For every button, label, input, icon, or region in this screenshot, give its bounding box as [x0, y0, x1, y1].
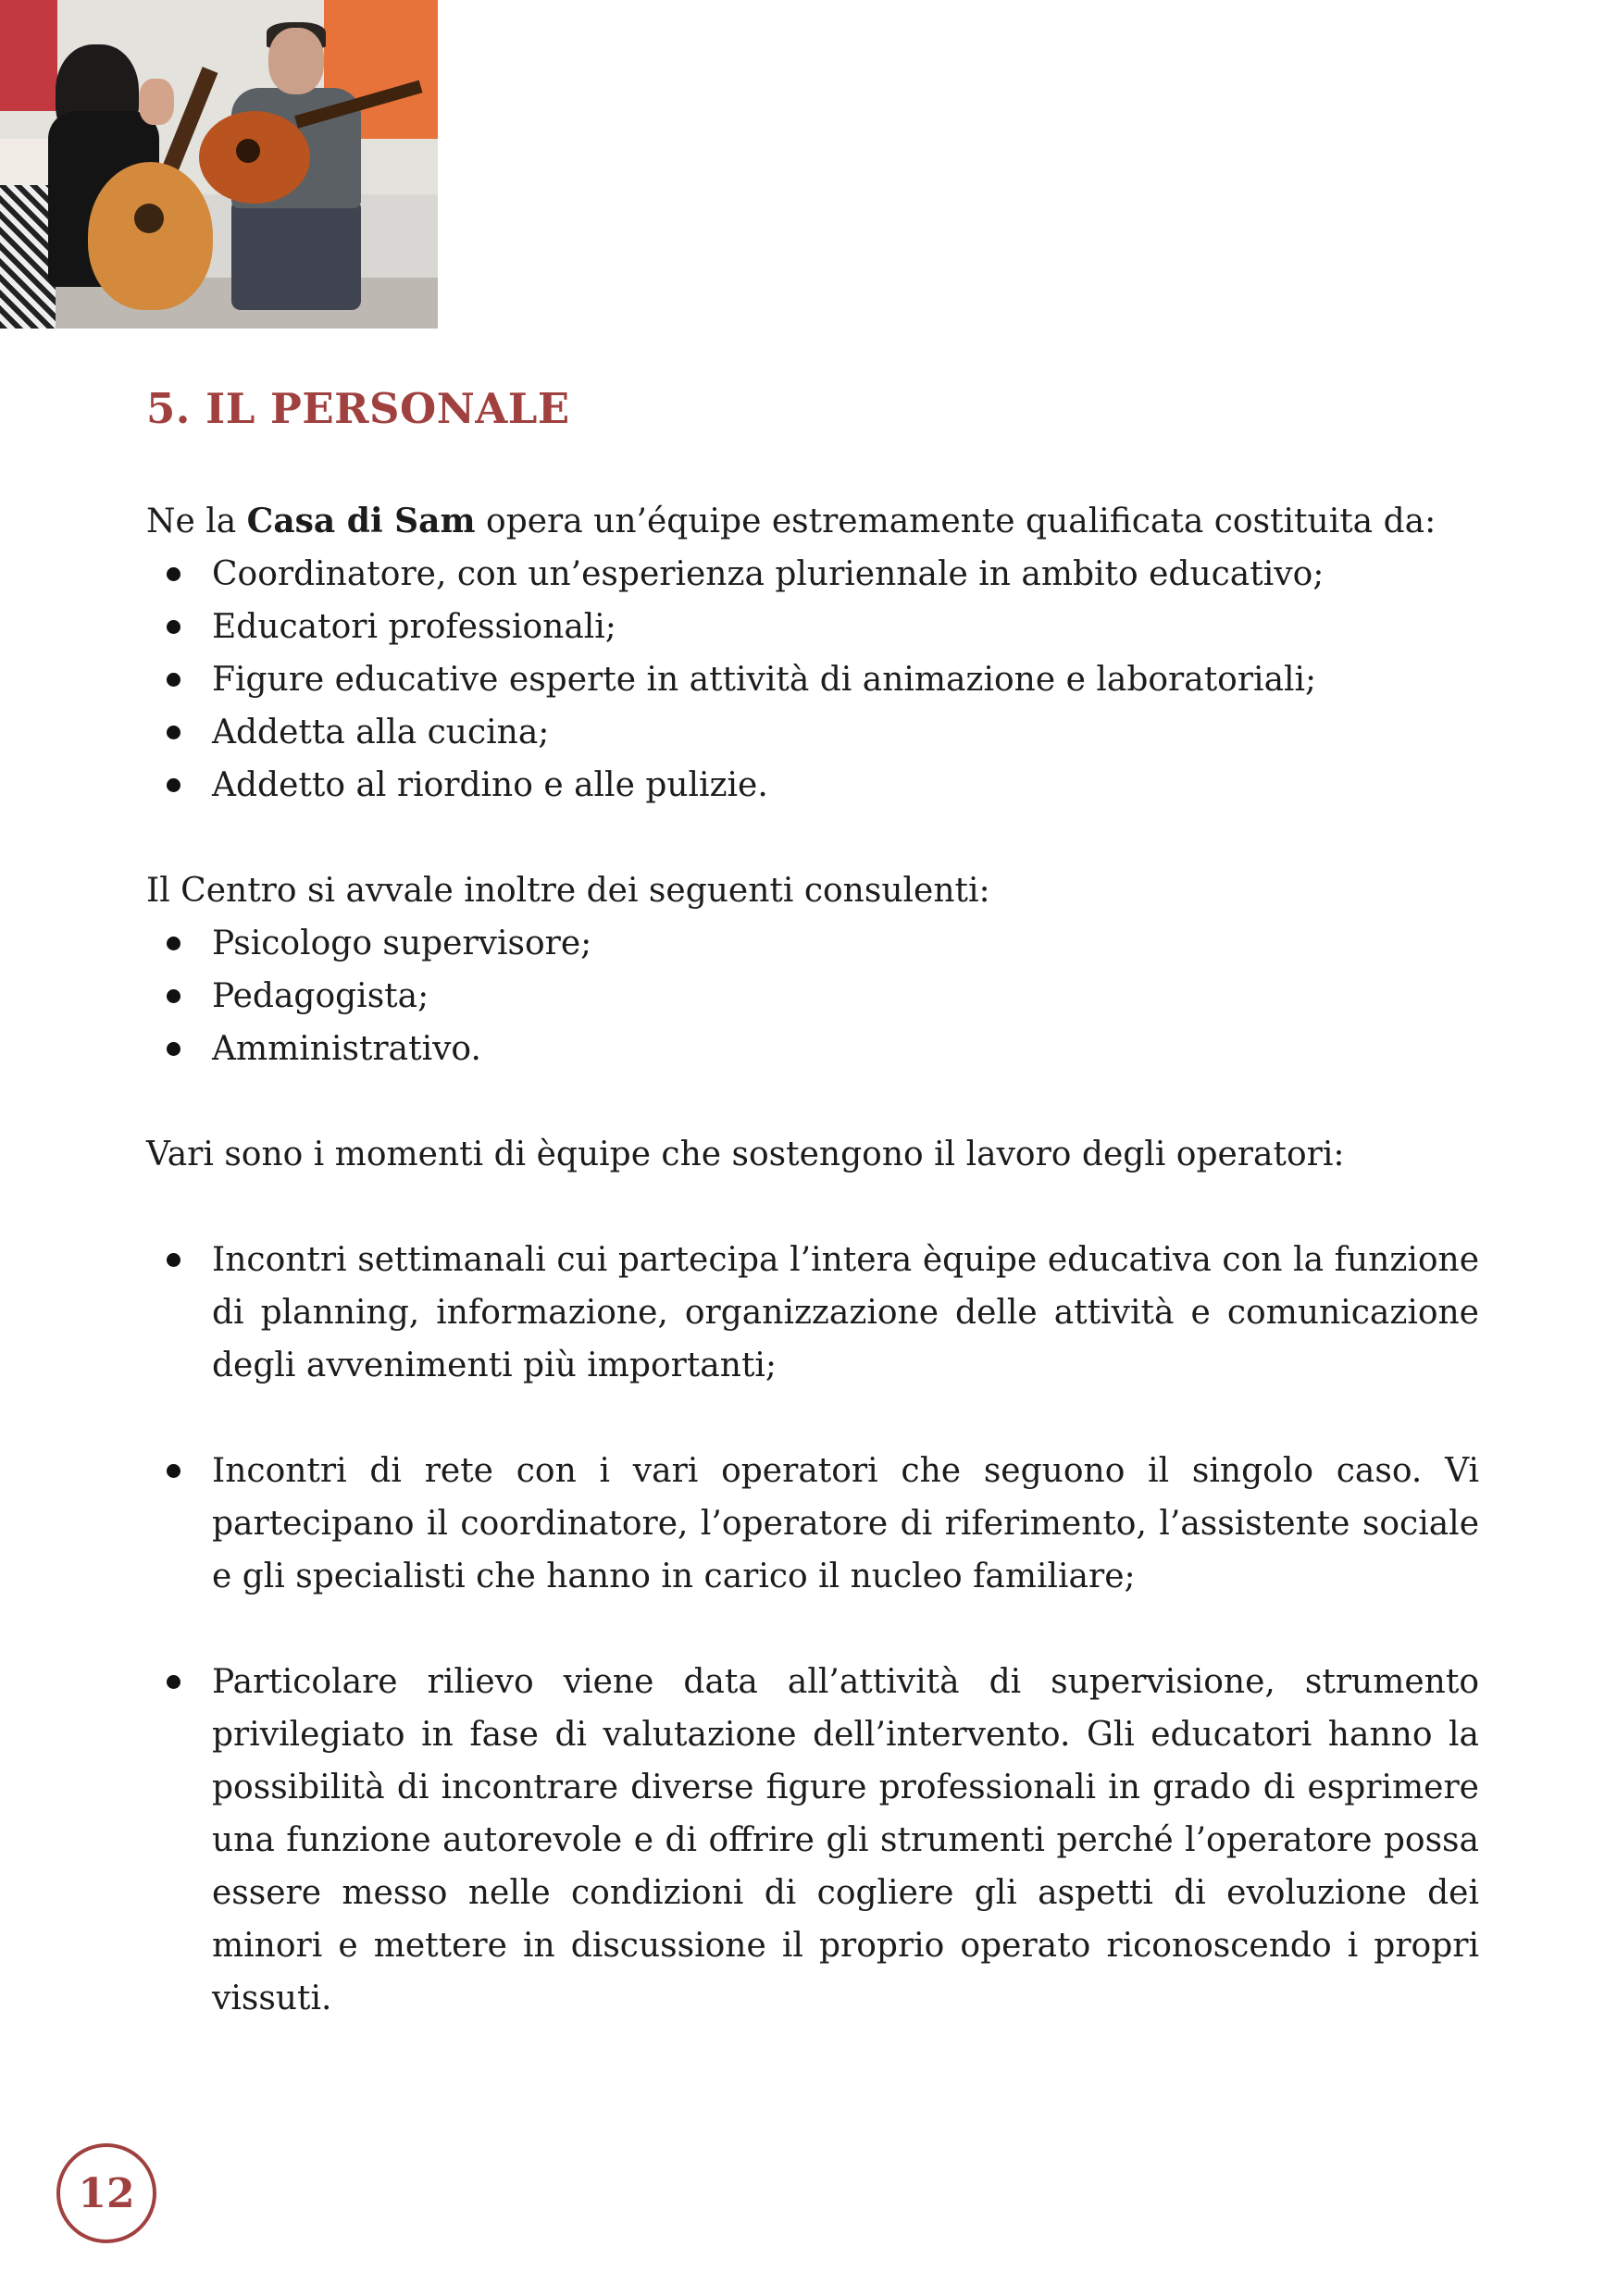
- center-name: Casa di Sam: [246, 502, 476, 540]
- list-item: Amministrativo.: [146, 1023, 1479, 1075]
- consultants-intro: Il Centro si avvale inoltre dei seguenti consulenti:: [146, 872, 990, 910]
- list-item: Incontri settimanali cui partecipa l’intera èquipe educativa con la funzione di planning, informazione, organizzazione delle attività e comunicazione degli avvenimenti più importanti;: [146, 1234, 1479, 1392]
- list-item: Incontri di rete con i vari operatori che seguono il singolo caso. Vi partecipano il coordinatore, l’operatore di riferimento, l’assistente sociale e gli specialisti che hanno in carico il nucleo familiare;: [146, 1445, 1479, 1603]
- page-number: 12: [56, 2143, 156, 2243]
- intro-prefix: Ne la: [146, 503, 247, 540]
- list-item: Figure educative esperte in attività di animazione e laboratoriali;: [146, 653, 1479, 706]
- meetings-intro: Vari sono i momenti di èquipe che sostengono il lavoro degli operatori:: [146, 1136, 1345, 1173]
- bullet-icon: [167, 673, 180, 687]
- bullet-icon: [167, 1253, 180, 1267]
- section-title: 5. IL PERSONALE: [146, 384, 570, 433]
- photo-guitar-lesson: [0, 0, 438, 329]
- bullet-icon: [167, 1675, 180, 1689]
- list-item: Addetta alla cucina;: [146, 706, 1479, 759]
- intro-paragraph: [146, 495, 1479, 548]
- bullet-icon: [167, 778, 180, 792]
- staff-list: [146, 548, 1479, 812]
- list-item: Particolare rilievo viene data all’attività di supervisione, strumento privilegiato in fase di valutazione dell’intervento. Gli educatori hanno la possibilità di incontrare diverse figure professionali in grado di esprimere una funzione autorevole e di offrire gli strumenti perché l’operatore possa essere messo nelle condizioni di cogliere gli aspetti di evoluzione dei minori e mettere in discussione il proprio operato riconoscendo i propri vissuti.: [146, 1656, 1479, 2025]
- bullet-icon: [167, 726, 180, 739]
- list-item: Educatori professionali;: [146, 601, 1479, 653]
- bullet-icon: [167, 620, 180, 634]
- bullet-icon: [167, 567, 180, 581]
- intro-suffix: opera un’équipe estremamente qualificata costituita da:: [475, 503, 1437, 540]
- bullet-icon: [167, 1042, 180, 1056]
- list-item: Addetto al riordino e alle pulizie.: [146, 759, 1479, 812]
- bullet-icon: [167, 937, 180, 950]
- list-item: Psicologo supervisore;: [146, 917, 1479, 970]
- list-item: Pedagogista;: [146, 970, 1479, 1023]
- meetings-list: [146, 1234, 1479, 2025]
- bullet-icon: [167, 989, 180, 1003]
- consultants-list: [146, 917, 1479, 1075]
- list-item: Coordinatore, con un’esperienza pluriennale in ambito educativo;: [146, 548, 1479, 601]
- section-body: [146, 495, 1479, 2025]
- bullet-icon: [167, 1464, 180, 1478]
